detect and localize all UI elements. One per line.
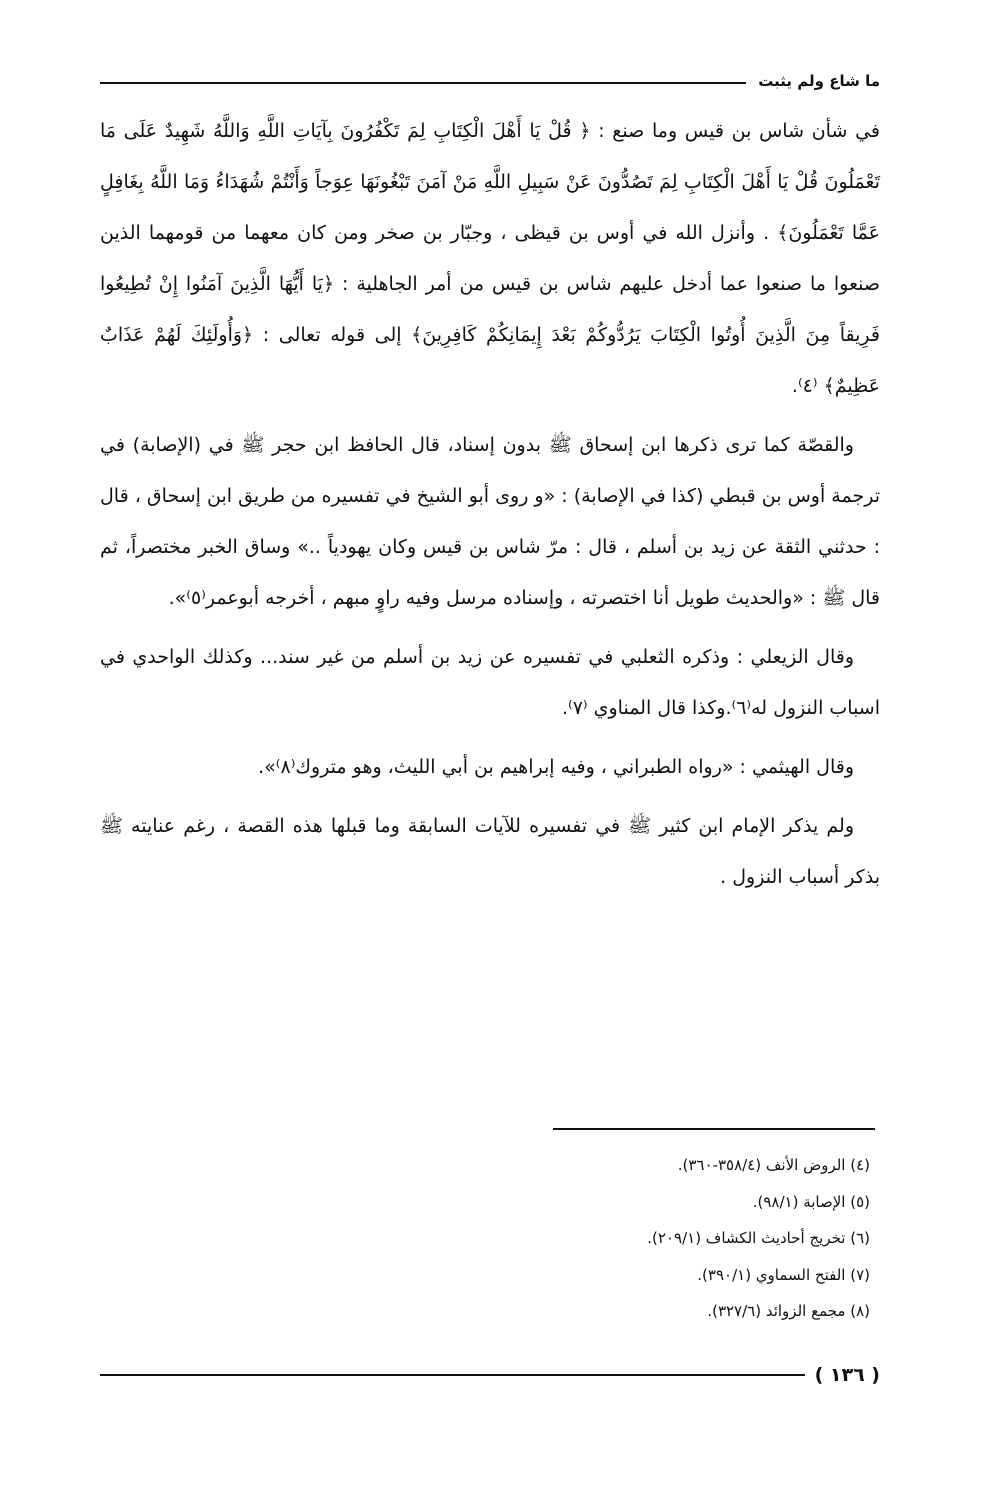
footnote-6: (٦) تخريج أحاديث الكشاف (٢٠٩/١). (647, 1229, 870, 1247)
paragraph-1: في شأن شاس بن قيس وما صنع : ﴿ قُلْ يَا أَهْلَ الْكِتَابِ لِمَ تَكْفُرُونَ بِآيَاتِ اللَّهِ وَاللَّهُ شَهِيدٌ عَلَى مَا تَعْمَلُونَ قُلْ يَا أَهْلَ الْكِتَابِ لِمَ تَصُدُّونَ عَنْ سَبِيلِ اللَّهِ مَنْ آمَنَ تَبْغُونَهَا عِوَجاً وَأَنْتُمْ شُهَدَاءُ وَمَا اللَّهُ بِغَافِلٍ عَمَّا تَعْمَلُونَ﴾ . وأنزل الله في أوس بن قيظى ، وجبّار بن صخر ومن كان معهما من قومهما الذين صنعوا ما صنعوا عما أدخل عليهم شاس بن قيس من أمر الجاهلية : ﴿يَا أَيُّهَا الَّذِينَ آمَنُوا إِنْ تُطِيعُوا فَرِيقاً مِنَ الَّذِينَ أُوتُوا الْكِتَابَ يَرُدُّوكُمْ بَعْدَ إِيمَانِكُمْ كَافِرِينَ﴾ إلى قوله تعالى : ﴿وَأُولَئِكَ لَهُمْ عَذَابٌ عَظِيمٌ﴾ ⁽٤⁾. (100, 120, 880, 397)
header-rule (100, 82, 746, 84)
running-header (100, 60, 880, 90)
footnote-7: (٧) الفتح السماوي (٣٩٠/١). (697, 1265, 870, 1284)
footnote-5: (٥) الإصابة (٩٨/١). (752, 1192, 870, 1211)
paragraph-3: وقال الزيعلي : وذكره الثعلبي في تفسيره عن زيد بن أسلم من غير سند... وكذلك الواحدي في اسباب النزول له⁽٦⁾.وكذا قال المناوي ⁽٧⁾. (100, 646, 880, 719)
page-footer (100, 1360, 880, 1390)
footnote-separator (553, 1128, 875, 1130)
footnote-4: (٤) الروض الأنف (٣٥٨/٤-٣٦٠). (677, 1156, 870, 1174)
paragraph-4: وقال الهيثمي : «رواه الطبراني ، وفيه إبراهيم بن أبي الليث، وهو متروك⁽٨⁾». (258, 756, 854, 778)
page-number: ( ١٣٦ ) (814, 1364, 880, 1386)
main-text (100, 106, 880, 911)
paragraph-5: ولم يذكر الإمام ابن كثير ﷺ في تفسيره للآيات السابقة وما قبلها هذه القصة ، رغم عنايته ﷺ بذكر أسباب النزول . (100, 815, 880, 888)
footnotes (100, 1147, 870, 1330)
footer-rule (100, 1374, 805, 1376)
footnote-8: (٨) مجمع الزوائد (٣٢٧/٦). (707, 1302, 870, 1320)
running-header-title: ما شاع ولم يثبت (758, 72, 880, 90)
paragraph-2: والقصّة كما ترى ذكرها ابن إسحاق ﷺ بدون إسناد، قال الحافظ ابن حجر ﷺ في (الإصابة) في ترجمة أوس بن قبطي (كذا في الإصابة) : «و روى أبو الشيخ في تفسيره من طريق ابن إسحاق ، قال : حدثني الثقة عن زيد بن أسلم ، قال : مرّ شاس بن قيس وكان يهودياً ..» وساق الخبر مختصراً، ثم قال ﷺ : «والحديث طويل أنا اختصرته ، وإسناده مرسل وفيه راوٍ مبهم ، أخرجه أبوعمر⁽٥⁾». (100, 434, 880, 609)
